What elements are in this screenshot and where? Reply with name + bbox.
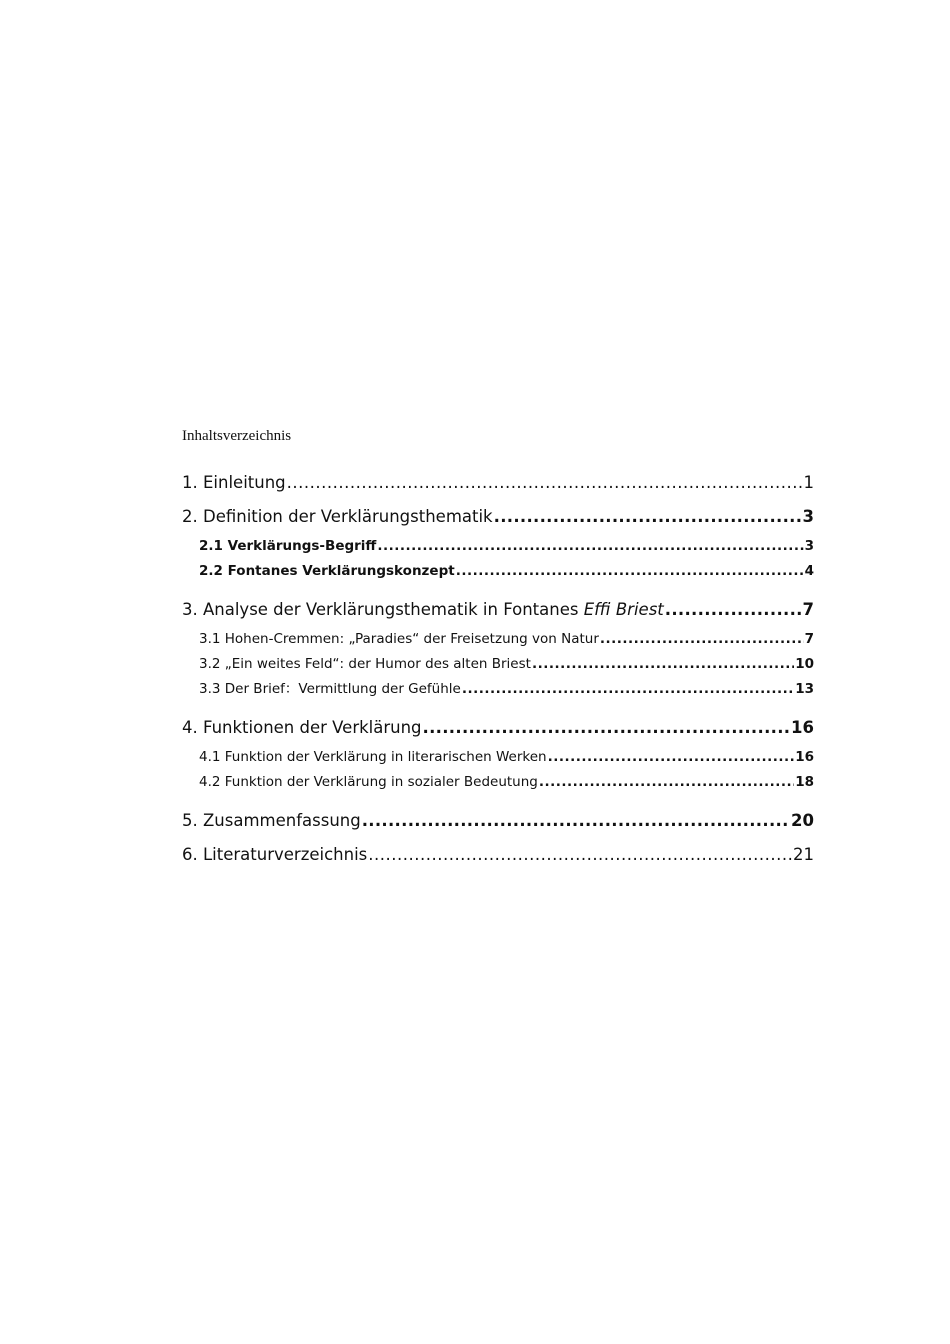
toc-heading: Inhaltsverzeichnis xyxy=(182,428,292,444)
dot-leader xyxy=(548,745,795,770)
label-text: 3. Analyse der Verklärungsthematik in Fontanes xyxy=(182,600,584,619)
toc-entry-analyse[interactable] xyxy=(182,593,814,627)
dot-leader xyxy=(377,534,803,559)
toc-entry-label: 4.1 Funktion der Verklärung in literarischen Werken xyxy=(199,749,547,765)
toc-entry-label: 5. Zusammenfassung xyxy=(182,811,361,830)
toc-entry-weites-feld[interactable] xyxy=(182,652,814,677)
toc-entry-literaturverzeichnis[interactable] xyxy=(182,838,814,872)
dot-leader xyxy=(532,652,794,677)
toc-entry-label: 6. Literaturverzeichnis xyxy=(182,845,368,864)
toc-entry-brief[interactable] xyxy=(182,677,814,702)
toc-entry-label: 3.2 „Ein weites Feld“: der Humor des alten Briest xyxy=(199,656,531,672)
toc-entry-page: 7 xyxy=(804,631,814,647)
dot-leader xyxy=(456,559,804,584)
toc-entry-label: 3.3 Der Brief：Vermittlung der Gefühle xyxy=(199,681,461,697)
toc-entry-funktionen[interactable] xyxy=(182,711,814,745)
toc-entry-zusammenfassung[interactable] xyxy=(182,804,814,838)
toc-entry-funktion-literarisch[interactable] xyxy=(182,745,814,770)
toc-entry-page: 7 xyxy=(802,600,814,619)
toc-entry-definition[interactable] xyxy=(182,500,814,534)
toc-entry-label: 3.1 Hohen-Cremmen: „Paradies“ der Freisetzung von Natur xyxy=(199,631,599,647)
dot-leader xyxy=(494,500,802,534)
dot-leader xyxy=(362,804,790,838)
toc-entry-page: 10 xyxy=(795,656,814,672)
table-of-contents xyxy=(182,426,814,872)
dot-leader xyxy=(600,627,804,652)
toc-entry-page: 16 xyxy=(795,749,814,765)
toc-entry-page: 16 xyxy=(791,718,814,737)
dot-leader xyxy=(665,593,802,627)
toc-entry-label: 2.1 Verklärungs-Begriff xyxy=(199,538,377,554)
toc-entry-page: 13 xyxy=(795,681,814,697)
toc-entry-label: 1. Einleitung xyxy=(182,473,286,492)
toc-entry-label: 4. Funktionen der Verklärung xyxy=(182,718,422,737)
toc-entry-page: 18 xyxy=(795,774,814,790)
toc-entry-label xyxy=(182,593,664,627)
toc-entry-label: 4.2 Funktion der Verklärung in sozialer Bedeutung xyxy=(199,774,538,790)
toc-entry-page: 21 xyxy=(793,845,814,864)
toc-entry-funktion-sozial[interactable] xyxy=(182,770,814,795)
toc-entry-hohen-cremmen[interactable] xyxy=(182,627,814,652)
toc-entry-verklaerungskonzept[interactable] xyxy=(182,559,814,584)
toc-entry-page: 3 xyxy=(804,538,814,554)
toc-entry-page: 20 xyxy=(791,811,814,830)
dot-leader xyxy=(462,677,794,702)
dot-leader xyxy=(287,466,803,500)
dot-leader xyxy=(423,711,791,745)
toc-entry-label: 2.2 Fontanes Verklärungskonzept xyxy=(199,563,455,579)
toc-entry-einleitung[interactable] xyxy=(182,466,814,500)
dot-leader xyxy=(368,838,792,872)
toc-entry-page: 4 xyxy=(804,563,814,579)
toc-entry-page: 1 xyxy=(803,473,814,492)
toc-entry-page: 3 xyxy=(802,507,814,526)
toc-entry-label: 2. Definition der Verklärungsthematik xyxy=(182,507,493,526)
book-title: Effi Briest xyxy=(583,600,664,619)
dot-leader xyxy=(539,770,794,795)
toc-entry-verklaerungs-begriff[interactable] xyxy=(182,534,814,559)
